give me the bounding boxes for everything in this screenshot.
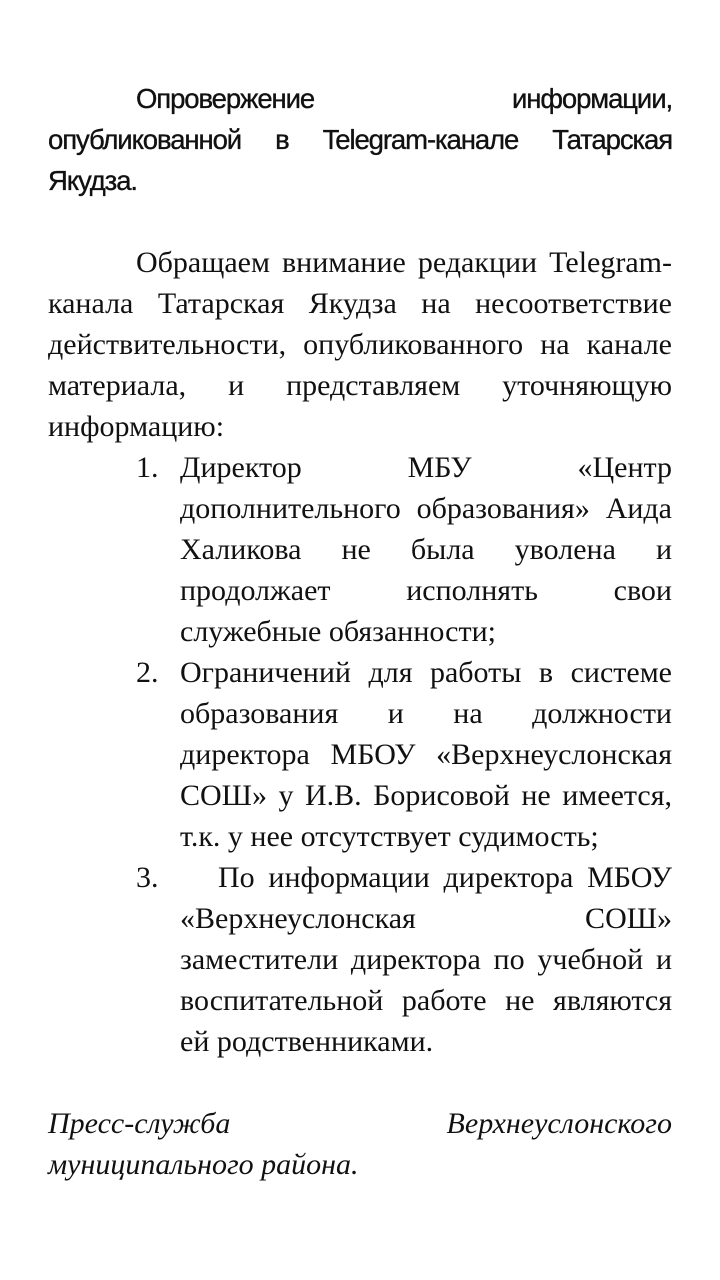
signature-line-1: Пресс-служба Верхнеуслонского — [48, 1107, 672, 1140]
heading-text: Опровержение информации, опубликованной в Telegram-канале Татарская Якудза. — [48, 83, 672, 196]
clarification-list — [48, 447, 672, 1062]
list-item — [48, 652, 672, 857]
list-item-number: 3. — [136, 861, 159, 894]
list-item-text: Ограничений для работы в системе образования и на должности директора МБОУ «Верхнеуслонская СОШ» у И.В. Борисовой не имеется, т.к. у нее отсутствует судимость; — [180, 656, 672, 853]
list-item-text: Директор МБУ «Центр дополнительного образования» Аида Халикова не была уволена и продолжает исполнять свои служебные обязанности; — [180, 451, 672, 648]
document-heading — [48, 78, 672, 201]
intro-paragraph: Обращаем внимание редакции Telegram-канала Татарская Якудза на несоответствие действительности, опубликованного на канале материала, и представляем уточняющую информацию: — [48, 246, 672, 443]
list-item-text: По информации директора МБОУ «Верхнеуслонская СОШ» заместители директора по учебной и воспитательной работе не являются ей родственниками. — [180, 861, 672, 1058]
list-item-number: 2. — [136, 656, 159, 689]
list-item — [48, 447, 672, 652]
signature-block — [48, 1103, 672, 1185]
list-item — [48, 857, 672, 1062]
signature-line-2: муниципального района. — [48, 1148, 359, 1181]
document-page — [48, 78, 672, 1185]
list-item-number: 1. — [136, 451, 159, 484]
